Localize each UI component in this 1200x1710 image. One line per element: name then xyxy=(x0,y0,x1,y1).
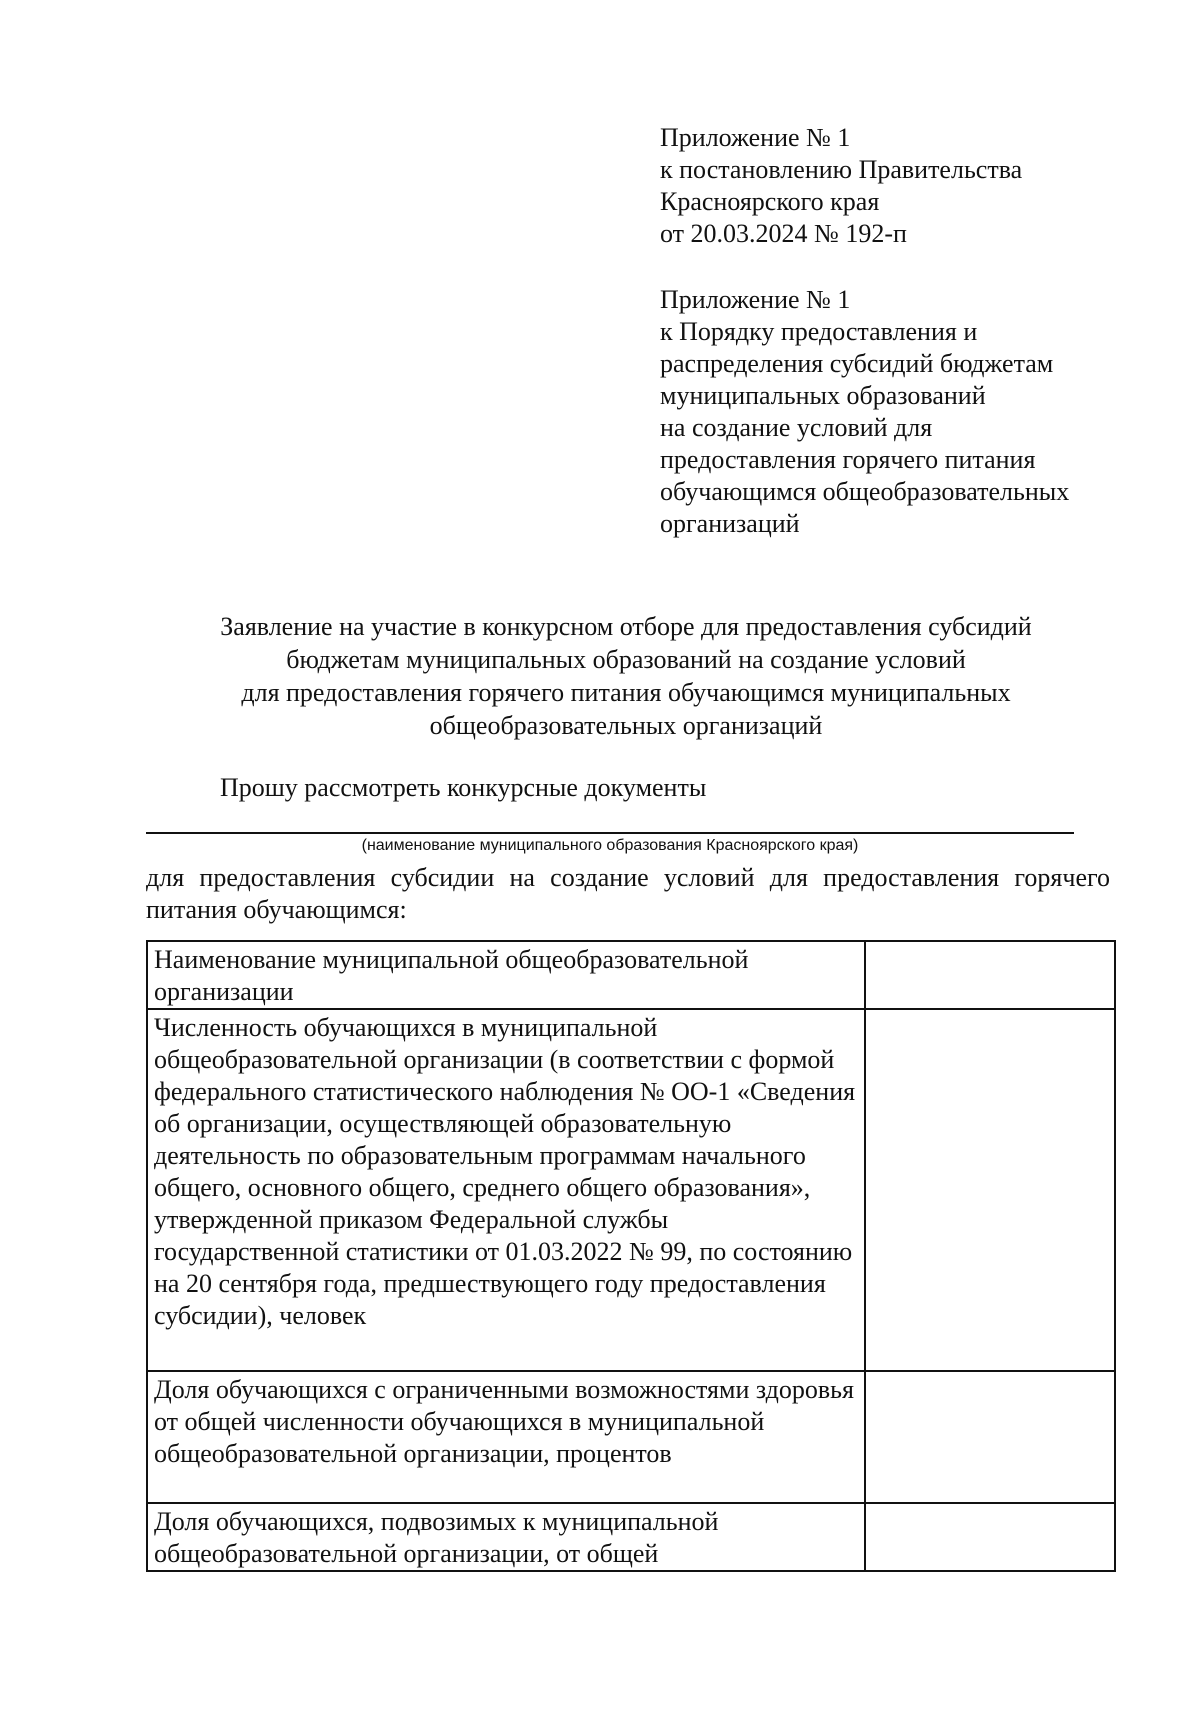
application-table xyxy=(146,940,1116,1572)
table-row xyxy=(147,1371,1115,1503)
document-title: Заявление на участие в конкурсном отборе для предоставления субсидий бюджетам муниципальных образований на создание условий для предоставления горячего питания обучающимся муниципальных общеобразовательных организаций xyxy=(220,612,1032,740)
municipality-name-caption: (наименование муниципального образования Красноярского края) xyxy=(361,837,859,854)
row-value-student-count[interactable] xyxy=(865,1009,1115,1371)
table-row xyxy=(147,1503,1115,1571)
row-label-disabled-share: Доля обучающихся с ограниченными возможностями здоровья от общей численности обучающихся в муниципальной общеобразовательной организации, процентов xyxy=(147,1371,865,1503)
row-value-transported-share[interactable] xyxy=(865,1503,1115,1571)
row-label-student-count: Численность обучающихся в муниципальной общеобразовательной организации (в соответствии с формой федерального статистического наблюдения № ОО-1 «Сведения об организации, осуществляющей образовательную деятельность по образовательным программам начального общего, основного общего, среднего общего образования», утвержденной приказом Федеральной службы государственной статистики от 01.03.2022 № 99, по состоянию на 20 сентября года, предшествующего году предоставления субсидии), человек xyxy=(147,1009,865,1371)
table-row xyxy=(147,1009,1115,1371)
purpose-text: для предоставления субсидии на создание условий для предоставления горячего питания обучающимся: xyxy=(146,863,1110,924)
appendix-resolution-reference: Приложение № 1 к постановлению Правительства Красноярского края от 20.03.2024 № 192-п xyxy=(660,123,1023,248)
municipality-name-line[interactable] xyxy=(146,832,1074,834)
request-text: Прошу рассмотреть конкурсные документы xyxy=(220,773,707,802)
row-value-disabled-share[interactable] xyxy=(865,1371,1115,1503)
row-value-organization-name[interactable] xyxy=(865,941,1115,1009)
appendix-order-reference: Приложение № 1 к Порядку предоставления и распределения субсидий бюджетам муниципальных образований на создание условий для предоставления горячего питания обучающимся общеобразовательных организаций xyxy=(660,285,1070,538)
row-label-transported-share: Доля обучающихся, подвозимых к муниципальной общеобразовательной организации, от общей xyxy=(147,1503,865,1571)
row-label-organization-name: Наименование муниципальной общеобразовательной организации xyxy=(147,941,865,1009)
table-row xyxy=(147,941,1115,1009)
